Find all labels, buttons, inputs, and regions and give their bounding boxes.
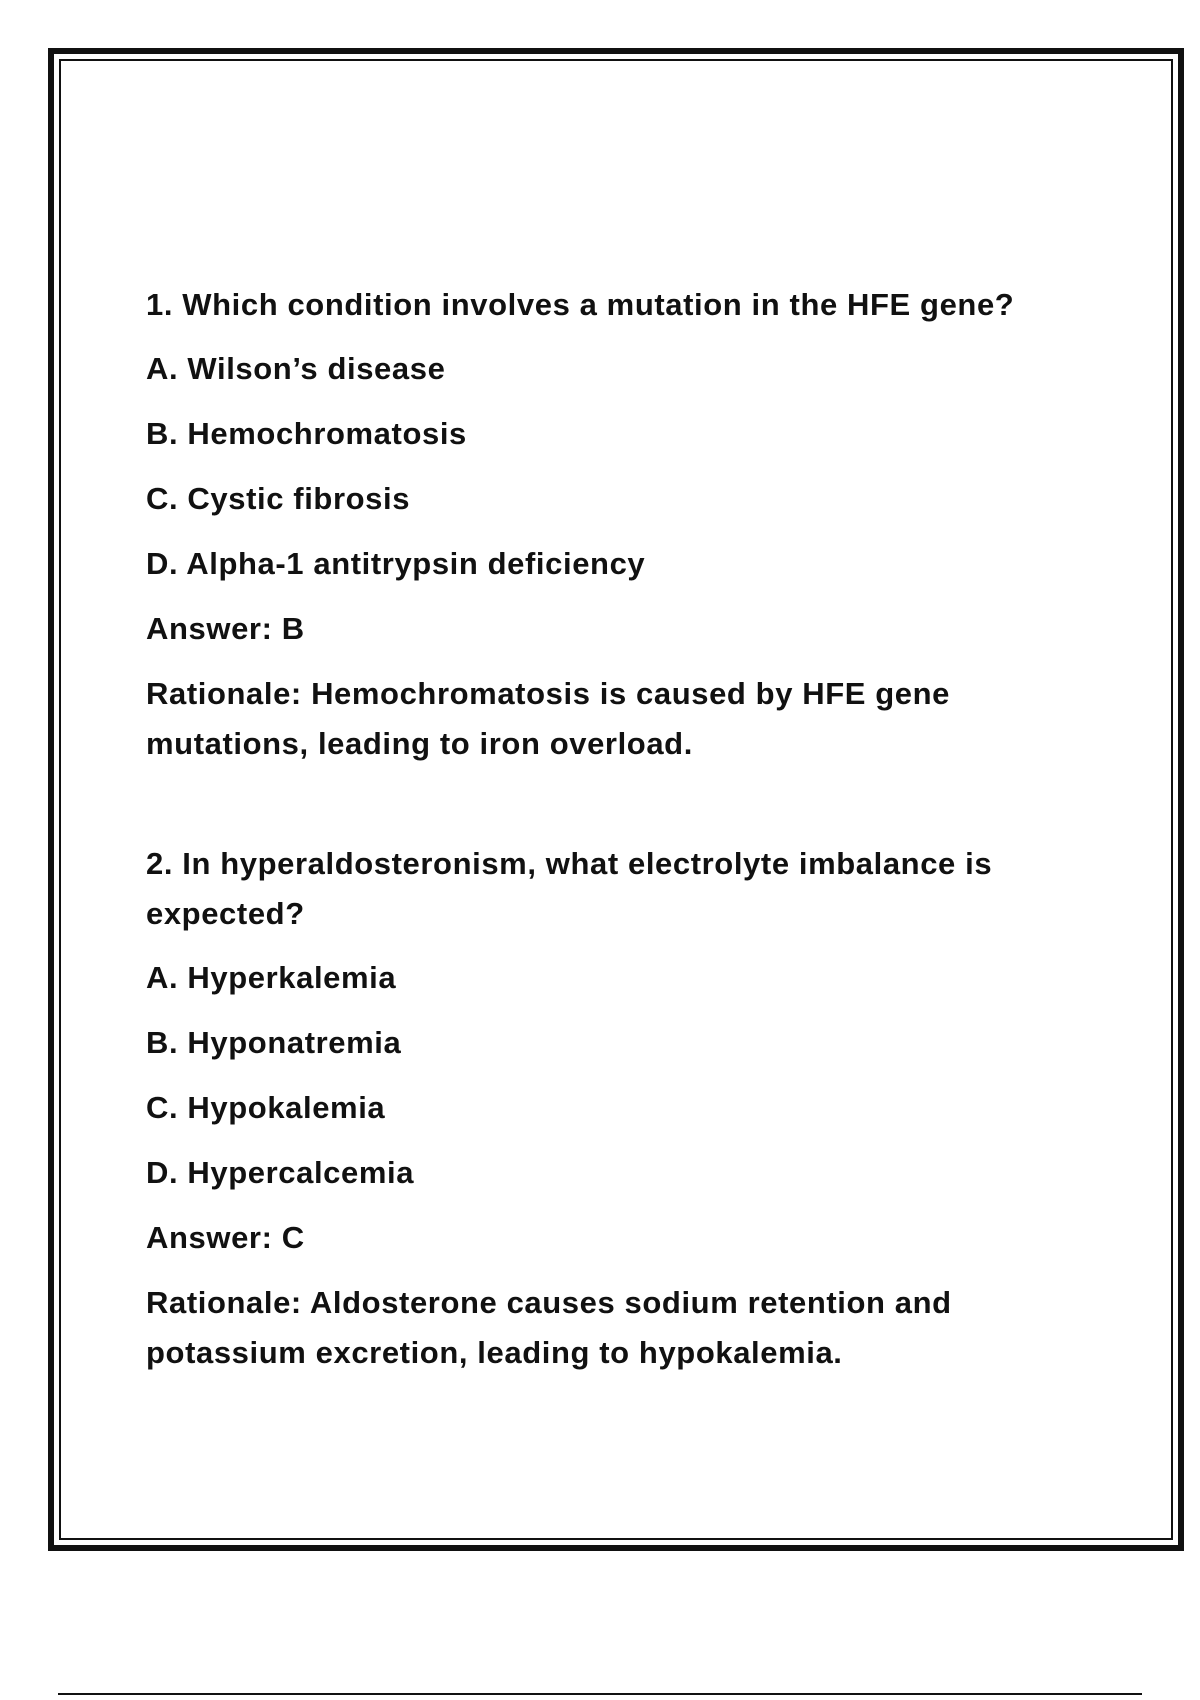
- question-block-2: [146, 839, 1106, 1378]
- page-border: [48, 48, 1184, 1551]
- option-c: C. Hypokalemia: [146, 1090, 386, 1125]
- question-text: 2. In hyperaldosteronism, what electrolyte imbalance is expected?: [146, 846, 993, 931]
- question-text: 1. Which condition involves a mutation in the HFE gene?: [146, 287, 1015, 322]
- question-block-1: [146, 280, 1106, 769]
- option-d: D. Hypercalcemia: [146, 1155, 415, 1190]
- option-d: D. Alpha-1 antitrypsin deficiency: [146, 546, 646, 581]
- option-b: B. Hyponatremia: [146, 1025, 402, 1060]
- option-a: A. Hyperkalemia: [146, 960, 397, 995]
- footer-divider: [58, 1693, 1142, 1695]
- option-b: B. Hemochromatosis: [146, 416, 467, 451]
- rationale-text: Rationale: Aldosterone causes sodium retention and potassium excretion, leading to hypokalemia.: [146, 1285, 952, 1370]
- rationale-text: Rationale: Hemochromatosis is caused by HFE gene mutations, leading to iron overload.: [146, 676, 951, 761]
- answer-text: Answer: C: [146, 1220, 305, 1255]
- answer-text: Answer: B: [146, 611, 305, 646]
- option-a: A. Wilson’s disease: [146, 351, 446, 386]
- option-c: C. Cystic fibrosis: [146, 481, 411, 516]
- question-list: [146, 280, 1106, 1378]
